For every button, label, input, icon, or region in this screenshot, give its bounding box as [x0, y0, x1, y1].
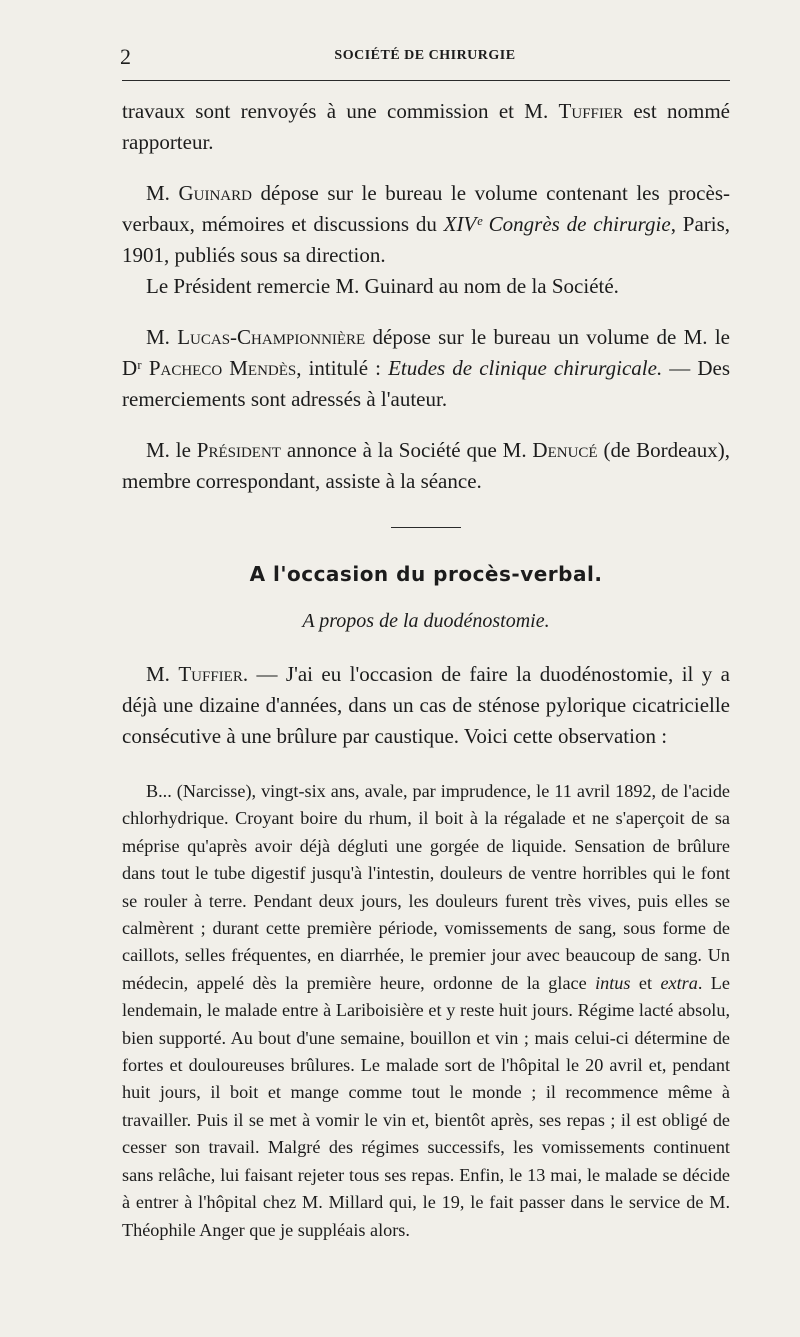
paragraph-tuffier-intro: M. Tuffier. — J'ai eu l'occasion de faire la duodénostomie, il y a déjà une dizaine d'années, dans un cas de sténose pylorique cicatricielle consécutive à une brûlure par caustique. Voici cette observation : — [122, 662, 730, 748]
observation-text: B... (Narcisse), vingt-six ans, avale, par imprudence, le 11 avril 1892, de l'acide chlorhydrique. Croyant boire du rhum, il boit à la régalade et ne s'aperçoit de sa méprise qu'après avoir déjà dégluti une gorgée de liquide. Sensation de brûlure dans tout le tube digestif jusqu'à l'intestin, douleurs de ventre horribles qui le font se rouler à terre. Pendant deux jours, les douleurs furent très vives, puis elles se calmèrent ; durant cette première période, vomissements de sang, sous forme de caillots, selles fréquentes, en diarrhée, le premier jour avec beaucoup de sang. Un médecin, appelé dès la première heure, ordonne de la glace intus et extra. Le lendemain, le malade entre à Lariboisière et y reste huit jours. Régime lacté absolu, bien supporté. Au bout d'une semaine, bouillon et vin ; mais celui-ci détermine de fortes et douloureuses brûlures. Le malade sort de l'hôpital le 20 avril et, pendant huit jours, il boit et mange comme tout le monde ; il recommence même à travailler. Puis il se met à vomir le vin et, bientôt après, ses repas ; il est obligé de cesser son travail. Malgré des régimes successifs, les vomissements continuent sans relâche, lui faisant rejeter tous ses repas. Enfin, le 13 mai, le malade se décide à entrer à l'hôpital chez M. Millard qui, le 19, le fait passer dans le service de M. Théophile Anger que je suppléais alors. — [122, 781, 730, 1240]
section-title: A l'occasion du procès-verbal. — [249, 562, 603, 586]
paragraph-commission: travaux sont renvoyés à une commission et M. Tuffier est nommé rapporteur. — [122, 99, 730, 154]
author-name: Lucas-Championnière — [177, 325, 366, 349]
section-subtitle: A propos de la duodénostomie. — [302, 610, 550, 632]
section-separator — [391, 527, 461, 528]
paragraph-lucas-championniere: M. Lucas-Championnière dépose sur le bureau un volume de M. le Dʳ Pacheco Mendès, intitulé : Etudes de clinique chirurgicale. — Des remerciements sont adressés à l'auteur. — [122, 325, 731, 411]
congress-title: XIVᵉ Congrès de chirurgie — [443, 212, 671, 236]
author-name: Président — [196, 438, 281, 462]
running-head: SOCIÉTÉ DE CHIRURGIE — [334, 48, 516, 63]
author-name: Denucé — [532, 438, 598, 462]
paragraph-guinard: M. Guinard dépose sur le bureau le volume contenant les procès-verbaux, mémoires et discussions du XIVᵉ Congrès de chirurgie, Paris, 1901, publiés sous sa direction. — [122, 181, 731, 267]
paragraph-president-thanks: Le Président remercie M. Guinard au nom de la Société. — [146, 274, 619, 298]
paragraph-denuce: M. le Président annonce à la Société que M. Denucé (de Bordeaux), membre correspondant, assiste à la séance. — [122, 438, 730, 493]
page-header — [120, 44, 730, 68]
author-name: Guinard — [178, 181, 252, 205]
book-title: Etudes de clinique chirurgicale. — [388, 356, 663, 380]
page-number: 2 — [120, 44, 131, 69]
author-name: Pacheco Mendès — [148, 356, 297, 380]
author-name: Tuffier — [178, 662, 243, 686]
page-body — [122, 96, 730, 1244]
author-name: Tuffier — [558, 99, 624, 123]
header-rule — [122, 80, 730, 81]
